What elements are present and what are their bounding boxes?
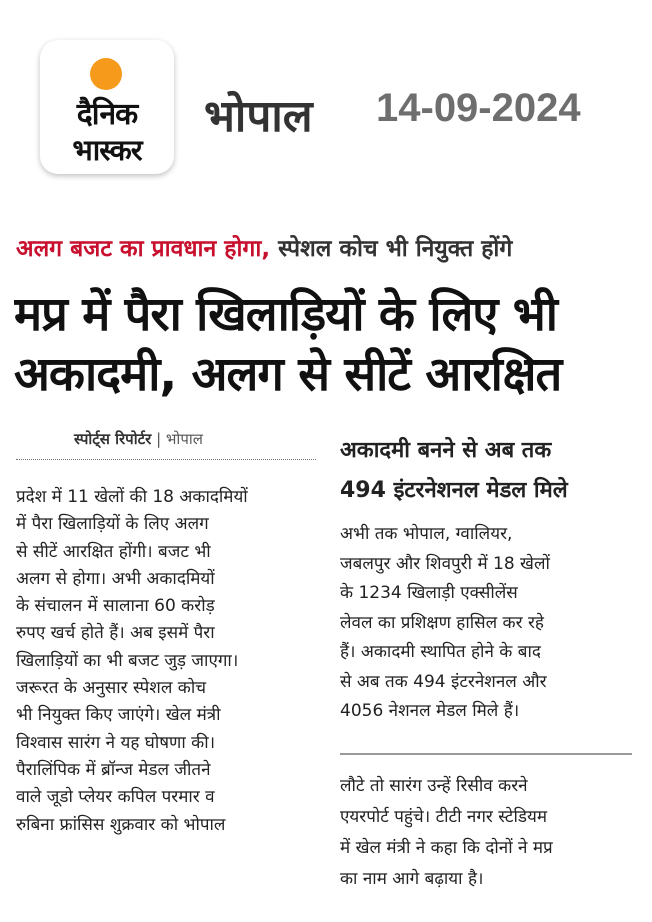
text-line: 4056 नेशनल मेडल मिले हैं। [340,701,520,721]
text-line: प्रदेश में 11 खेलों की 18 अकादमियों [16,487,248,507]
edition-city: भोपाल [204,91,313,142]
text-line: से अब तक 494 इंटरनेशनल और [340,671,547,692]
byline-reporter: स्पोर्ट्स रिपोर्टर [74,430,152,448]
text-line: के 1234 खिलाड़ी एक्सीलेंस [340,583,518,603]
sidebar-subhead [340,431,640,511]
text-line: पैरालिंपिक में ब्रॉन्ज मेडल जीतने [16,759,211,780]
logo-line-2: भास्कर [72,133,142,167]
byline-city: भोपाल [165,430,203,448]
text-line: में खेल मंत्री ने कहा कि दोनों ने मप्र [340,838,553,858]
text-line: लौटे तो सारंग उन्हें रिसीव करने [340,776,528,796]
text-line: रुपए खर्च होते हैं। अब इसमें पैरा [16,623,215,644]
text-line: रुबिना फ्रांसिस शुक्रवार को भोपाल [16,814,226,835]
text-line: जरूरत के अनुसार स्पेशल कोच [16,678,207,699]
text-line: विश्वास सारंग ने यह घोषणा की। [16,732,216,753]
sun-icon [90,58,122,90]
text-line: के संचालन में सालाना 60 करोड़ [16,596,215,617]
text-line: एयरपोर्ट पहुंचे। टीटी नगर स्टेडियम [340,807,547,827]
text-line: खिलाड़ियों का भी बजट जुड़ जाएगा। [16,650,239,671]
headline-line-2: अकादमी, अलग से सीटें आरक्षित [14,347,562,402]
text-line: अभी तक भोपाल, ग्वालियर, [340,524,513,544]
kicker-highlight: अलग बजट का प्रावधान होगा, [16,236,271,262]
text-line: हैं। अकादमी स्थापित होने के बाद [340,642,541,662]
left-column-text [16,484,312,839]
right-column-text-1 [340,520,632,727]
kicker-rest: स्पेशल कोच भी नियुक्त होंगे [270,236,513,262]
text-line: जबलपुर और शिवपुरी में 18 खेलों [340,553,550,574]
article-byline [74,429,203,449]
byline-divider [16,459,316,460]
text-line: अलग से होगा। अभी अकादमियों [16,568,215,589]
text-line: लेवल का प्रशिक्षण हासिल कर रहे [340,612,544,633]
column-divider [340,753,632,755]
subhead-line-1: अकादमी बनने से अब तक [340,438,552,463]
text-line: का नाम आगे बढ़ाया है। [340,869,484,889]
article-kicker [16,231,636,263]
text-line: वाले जूडो प्लेयर कपिल परमार व [16,787,215,808]
newspaper-logo [40,40,174,174]
subhead-line-2: 494 इंटरनेशनल मेडल मिले [340,478,568,503]
right-column-text-2 [340,771,632,895]
edition-date: 14-09-2024 [376,86,581,130]
text-line: भी नियुक्त किए जाएंगे। खेल मंत्री [16,705,221,726]
headline-line-1: मप्र में पैरा खिलाड़ियों के लिए भी [14,287,557,342]
text-line: से सीटें आरक्षित होंगी। बजट भी [16,541,211,562]
article-headline [14,285,644,405]
text-line: में पैरा खिलाड़ियों के लिए अलग [16,514,209,535]
logo-line-1: दैनिक [76,97,138,132]
byline-separator: | [151,430,166,448]
